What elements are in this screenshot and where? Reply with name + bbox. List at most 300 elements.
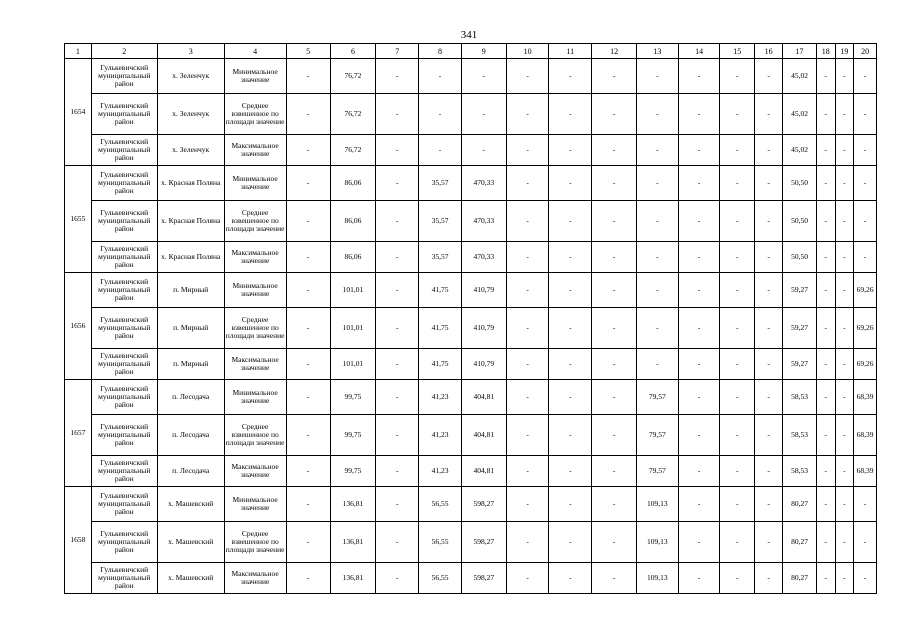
value-cell: 35,57: [419, 201, 461, 242]
value-type-cell: Среднее взвешенное по площади значение: [224, 201, 286, 242]
value-cell: -: [678, 380, 719, 415]
value-cell: -: [376, 135, 419, 166]
value-cell: -: [461, 135, 506, 166]
value-cell: -: [286, 201, 330, 242]
value-cell: -: [506, 456, 548, 487]
settlement-cell: п. Мирный: [157, 349, 224, 380]
value-cell: 76,72: [330, 135, 375, 166]
value-cell: -: [678, 456, 719, 487]
table-row: [65, 456, 877, 487]
value-cell: 470,33: [461, 166, 506, 201]
settlement-cell: х. Красная Поляна: [157, 166, 224, 201]
value-type-cell: Среднее взвешенное по площади значение: [224, 522, 286, 563]
value-cell: -: [592, 380, 636, 415]
value-cell: -: [678, 242, 719, 273]
value-cell: -: [376, 166, 419, 201]
value-cell: -: [720, 308, 755, 349]
value-cell: -: [720, 59, 755, 94]
row-id-cell: 1657: [65, 380, 92, 487]
table-row: [65, 522, 877, 563]
value-cell: -: [636, 273, 678, 308]
value-cell: -: [835, 487, 854, 522]
value-cell: -: [506, 135, 548, 166]
value-cell: -: [835, 59, 854, 94]
value-cell: -: [678, 94, 719, 135]
value-cell: 69,26: [854, 273, 877, 308]
value-cell: -: [506, 308, 548, 349]
value-cell: -: [286, 415, 330, 456]
value-cell: -: [817, 522, 836, 563]
value-cell: -: [286, 59, 330, 94]
value-cell: -: [286, 349, 330, 380]
value-cell: 598,27: [461, 487, 506, 522]
settlement-cell: х. Зеленчук: [157, 59, 224, 94]
value-cell: -: [755, 349, 783, 380]
value-cell: -: [720, 166, 755, 201]
value-cell: -: [678, 487, 719, 522]
value-cell: -: [755, 380, 783, 415]
value-cell: -: [286, 380, 330, 415]
value-cell: 35,57: [419, 242, 461, 273]
value-cell: -: [286, 242, 330, 273]
table-row: [65, 59, 877, 94]
column-header: 14: [678, 44, 719, 59]
value-type-cell: Минимальное значение: [224, 487, 286, 522]
settlement-cell: п. Лесодача: [157, 380, 224, 415]
table-row: [65, 242, 877, 273]
value-cell: -: [286, 166, 330, 201]
column-header: 13: [636, 44, 678, 59]
value-cell: -: [835, 380, 854, 415]
value-cell: 101,01: [330, 273, 375, 308]
value-type-cell: Среднее взвешенное по площади значение: [224, 415, 286, 456]
value-cell: -: [506, 563, 548, 594]
value-cell: -: [636, 308, 678, 349]
value-cell: -: [592, 456, 636, 487]
value-cell: -: [720, 487, 755, 522]
value-cell: -: [636, 59, 678, 94]
value-cell: -: [286, 487, 330, 522]
value-cell: -: [506, 94, 548, 135]
column-header: 19: [835, 44, 854, 59]
district-cell: Гулькевичский муниципальный район: [91, 135, 157, 166]
value-cell: -: [549, 456, 592, 487]
settlement-cell: х. Машевский: [157, 522, 224, 563]
value-cell: 598,27: [461, 522, 506, 563]
value-cell: -: [678, 415, 719, 456]
value-cell: 136,81: [330, 563, 375, 594]
value-cell: -: [678, 349, 719, 380]
value-cell: -: [419, 94, 461, 135]
value-cell: 109,13: [636, 563, 678, 594]
district-cell: Гулькевичский муниципальный район: [91, 59, 157, 94]
row-id-cell: 1658: [65, 487, 92, 594]
value-cell: 136,81: [330, 487, 375, 522]
value-cell: 86,06: [330, 201, 375, 242]
district-cell: Гулькевичский муниципальный район: [91, 349, 157, 380]
value-cell: -: [817, 308, 836, 349]
value-cell: 50,50: [783, 201, 817, 242]
column-header: 10: [506, 44, 548, 59]
value-cell: -: [720, 522, 755, 563]
value-cell: -: [755, 59, 783, 94]
value-cell: 470,33: [461, 242, 506, 273]
value-cell: -: [817, 273, 836, 308]
value-cell: -: [592, 201, 636, 242]
row-id-cell: 1655: [65, 166, 92, 273]
value-cell: -: [678, 166, 719, 201]
value-cell: 79,57: [636, 415, 678, 456]
value-cell: 79,57: [636, 456, 678, 487]
value-cell: 410,79: [461, 308, 506, 349]
column-header: 20: [854, 44, 877, 59]
table-row: [65, 94, 877, 135]
value-cell: 58,53: [783, 415, 817, 456]
value-cell: -: [755, 415, 783, 456]
value-cell: -: [592, 273, 636, 308]
district-cell: Гулькевичский муниципальный район: [91, 94, 157, 135]
value-cell: 86,06: [330, 166, 375, 201]
value-type-cell: Максимальное значение: [224, 135, 286, 166]
value-cell: -: [720, 380, 755, 415]
district-cell: Гулькевичский муниципальный район: [91, 487, 157, 522]
value-cell: -: [854, 487, 877, 522]
value-cell: -: [720, 94, 755, 135]
value-cell: -: [592, 415, 636, 456]
value-cell: 56,55: [419, 487, 461, 522]
value-cell: 50,50: [783, 242, 817, 273]
value-cell: -: [506, 522, 548, 563]
value-cell: -: [549, 380, 592, 415]
value-cell: 80,27: [783, 487, 817, 522]
table-body: [65, 59, 877, 594]
value-cell: 58,53: [783, 380, 817, 415]
value-cell: -: [376, 456, 419, 487]
value-cell: 99,75: [330, 415, 375, 456]
settlement-cell: х. Машевский: [157, 563, 224, 594]
table-row: [65, 415, 877, 456]
column-header: 1: [65, 44, 92, 59]
settlement-cell: х. Красная Поляна: [157, 201, 224, 242]
value-cell: 136,81: [330, 522, 375, 563]
value-cell: -: [592, 94, 636, 135]
value-cell: -: [286, 522, 330, 563]
value-cell: -: [636, 166, 678, 201]
value-cell: -: [592, 135, 636, 166]
value-cell: -: [854, 166, 877, 201]
value-type-cell: Максимальное значение: [224, 456, 286, 487]
value-cell: -: [678, 308, 719, 349]
column-header: 4: [224, 44, 286, 59]
value-cell: -: [636, 201, 678, 242]
settlement-cell: х. Машевский: [157, 487, 224, 522]
settlement-cell: п. Мирный: [157, 273, 224, 308]
value-cell: -: [854, 522, 877, 563]
value-cell: -: [636, 349, 678, 380]
value-cell: 99,75: [330, 456, 375, 487]
value-cell: -: [755, 273, 783, 308]
value-cell: 59,27: [783, 308, 817, 349]
value-cell: -: [376, 201, 419, 242]
value-cell: 404,81: [461, 456, 506, 487]
value-cell: 41,23: [419, 456, 461, 487]
value-cell: -: [817, 456, 836, 487]
column-header: 16: [755, 44, 783, 59]
value-cell: -: [755, 308, 783, 349]
value-cell: -: [755, 94, 783, 135]
value-cell: -: [549, 349, 592, 380]
value-cell: 101,01: [330, 308, 375, 349]
value-cell: -: [376, 380, 419, 415]
value-cell: -: [755, 487, 783, 522]
settlement-cell: п. Лесодача: [157, 456, 224, 487]
value-cell: -: [376, 563, 419, 594]
value-cell: -: [376, 242, 419, 273]
page-number: 341: [460, 29, 478, 41]
value-cell: -: [286, 563, 330, 594]
value-type-cell: Максимальное значение: [224, 242, 286, 273]
value-cell: -: [592, 242, 636, 273]
value-cell: -: [835, 273, 854, 308]
value-cell: -: [376, 59, 419, 94]
value-cell: 45,02: [783, 59, 817, 94]
district-cell: Гулькевичский муниципальный район: [91, 415, 157, 456]
value-cell: 86,06: [330, 242, 375, 273]
column-header: 6: [330, 44, 375, 59]
value-cell: 35,57: [419, 166, 461, 201]
value-cell: -: [678, 522, 719, 563]
value-cell: 56,55: [419, 563, 461, 594]
column-header: 18: [817, 44, 836, 59]
value-cell: -: [755, 456, 783, 487]
value-cell: -: [817, 380, 836, 415]
value-cell: -: [835, 135, 854, 166]
value-cell: -: [678, 135, 719, 166]
value-cell: -: [506, 242, 548, 273]
value-cell: 41,75: [419, 349, 461, 380]
value-cell: -: [720, 273, 755, 308]
value-cell: -: [636, 94, 678, 135]
district-cell: Гулькевичский муниципальный район: [91, 380, 157, 415]
value-cell: 45,02: [783, 135, 817, 166]
table-row: [65, 201, 877, 242]
settlement-cell: х. Зеленчук: [157, 135, 224, 166]
value-cell: 76,72: [330, 59, 375, 94]
value-cell: -: [678, 201, 719, 242]
value-cell: 41,75: [419, 308, 461, 349]
value-cell: -: [506, 380, 548, 415]
value-cell: -: [817, 563, 836, 594]
row-id-cell: 1656: [65, 273, 92, 380]
value-cell: -: [636, 242, 678, 273]
value-cell: -: [678, 563, 719, 594]
value-cell: -: [592, 308, 636, 349]
column-header: 2: [91, 44, 157, 59]
value-cell: -: [592, 563, 636, 594]
value-cell: -: [835, 456, 854, 487]
district-cell: Гулькевичский муниципальный район: [91, 242, 157, 273]
table-row: [65, 487, 877, 522]
value-cell: -: [506, 201, 548, 242]
value-cell: -: [376, 94, 419, 135]
value-cell: -: [817, 135, 836, 166]
column-header: 9: [461, 44, 506, 59]
value-type-cell: Минимальное значение: [224, 380, 286, 415]
value-type-cell: Среднее взвешенное по площади значение: [224, 308, 286, 349]
value-cell: -: [549, 415, 592, 456]
settlement-cell: п. Мирный: [157, 308, 224, 349]
value-cell: 404,81: [461, 380, 506, 415]
district-cell: Гулькевичский муниципальный район: [91, 201, 157, 242]
value-cell: -: [506, 273, 548, 308]
row-id-cell: 1654: [65, 59, 92, 166]
table-row: [65, 380, 877, 415]
value-cell: -: [720, 242, 755, 273]
value-cell: 50,50: [783, 166, 817, 201]
value-cell: 41,23: [419, 380, 461, 415]
value-cell: -: [835, 522, 854, 563]
value-cell: -: [506, 166, 548, 201]
value-cell: -: [549, 201, 592, 242]
value-cell: -: [549, 522, 592, 563]
value-cell: -: [549, 135, 592, 166]
value-cell: -: [506, 349, 548, 380]
value-cell: -: [419, 59, 461, 94]
column-header: 8: [419, 44, 461, 59]
value-cell: -: [854, 135, 877, 166]
value-cell: -: [854, 563, 877, 594]
value-cell: 58,53: [783, 456, 817, 487]
column-header: 11: [549, 44, 592, 59]
value-cell: -: [755, 201, 783, 242]
value-cell: -: [549, 166, 592, 201]
value-cell: -: [592, 166, 636, 201]
value-cell: -: [755, 135, 783, 166]
value-cell: 41,23: [419, 415, 461, 456]
value-cell: -: [376, 308, 419, 349]
value-cell: -: [755, 563, 783, 594]
value-cell: -: [549, 273, 592, 308]
value-cell: -: [720, 349, 755, 380]
value-cell: -: [549, 94, 592, 135]
value-cell: -: [720, 201, 755, 242]
column-header: 17: [783, 44, 817, 59]
district-cell: Гулькевичский муниципальный район: [91, 273, 157, 308]
value-cell: -: [835, 563, 854, 594]
value-cell: 68,39: [854, 380, 877, 415]
table-row: [65, 166, 877, 201]
value-cell: -: [549, 563, 592, 594]
settlement-cell: х. Красная Поляна: [157, 242, 224, 273]
value-cell: -: [817, 94, 836, 135]
table-row: [65, 273, 877, 308]
value-cell: -: [755, 166, 783, 201]
value-cell: 76,72: [330, 94, 375, 135]
value-cell: -: [592, 59, 636, 94]
value-cell: -: [419, 135, 461, 166]
column-header: 7: [376, 44, 419, 59]
column-header: 15: [720, 44, 755, 59]
value-type-cell: Минимальное значение: [224, 59, 286, 94]
value-cell: 99,75: [330, 380, 375, 415]
district-cell: Гулькевичский муниципальный район: [91, 563, 157, 594]
value-cell: -: [817, 242, 836, 273]
value-cell: -: [506, 487, 548, 522]
value-cell: -: [835, 166, 854, 201]
table-row: [65, 563, 877, 594]
value-cell: -: [376, 487, 419, 522]
value-cell: 41,75: [419, 273, 461, 308]
value-cell: -: [636, 135, 678, 166]
value-cell: -: [549, 308, 592, 349]
value-cell: -: [835, 242, 854, 273]
data-table: [64, 43, 877, 594]
value-cell: -: [592, 522, 636, 563]
value-type-cell: Максимальное значение: [224, 563, 286, 594]
value-cell: 79,57: [636, 380, 678, 415]
value-cell: -: [376, 415, 419, 456]
column-header: 5: [286, 44, 330, 59]
value-cell: -: [678, 59, 719, 94]
value-type-cell: Минимальное значение: [224, 166, 286, 201]
value-cell: -: [592, 349, 636, 380]
settlement-cell: х. Зеленчук: [157, 94, 224, 135]
column-header: 12: [592, 44, 636, 59]
column-header: 3: [157, 44, 224, 59]
value-cell: -: [835, 201, 854, 242]
district-cell: Гулькевичский муниципальный район: [91, 166, 157, 201]
value-cell: -: [835, 349, 854, 380]
value-cell: -: [506, 59, 548, 94]
value-cell: 56,55: [419, 522, 461, 563]
value-cell: -: [817, 201, 836, 242]
value-cell: -: [817, 487, 836, 522]
table-row: [65, 349, 877, 380]
value-cell: -: [817, 415, 836, 456]
value-cell: 80,27: [783, 522, 817, 563]
value-cell: 80,27: [783, 563, 817, 594]
value-type-cell: Минимальное значение: [224, 273, 286, 308]
value-cell: 109,13: [636, 487, 678, 522]
value-cell: 598,27: [461, 563, 506, 594]
value-cell: -: [835, 308, 854, 349]
value-cell: 410,79: [461, 349, 506, 380]
value-cell: -: [376, 273, 419, 308]
value-cell: -: [817, 349, 836, 380]
value-cell: -: [854, 94, 877, 135]
value-cell: -: [720, 415, 755, 456]
value-type-cell: Среднее взвешенное по площади значение: [224, 94, 286, 135]
value-cell: -: [461, 94, 506, 135]
value-cell: 470,33: [461, 201, 506, 242]
value-cell: 404,81: [461, 415, 506, 456]
value-cell: 101,01: [330, 349, 375, 380]
value-cell: 410,79: [461, 273, 506, 308]
value-cell: 109,13: [636, 522, 678, 563]
value-cell: -: [549, 59, 592, 94]
value-cell: -: [506, 415, 548, 456]
table-row: [65, 135, 877, 166]
value-cell: -: [755, 242, 783, 273]
district-cell: Гулькевичский муниципальный район: [91, 308, 157, 349]
header-row: [65, 44, 877, 59]
value-cell: -: [854, 59, 877, 94]
value-cell: 68,39: [854, 415, 877, 456]
value-cell: -: [854, 201, 877, 242]
value-cell: 59,27: [783, 273, 817, 308]
value-cell: -: [461, 59, 506, 94]
value-cell: 68,39: [854, 456, 877, 487]
